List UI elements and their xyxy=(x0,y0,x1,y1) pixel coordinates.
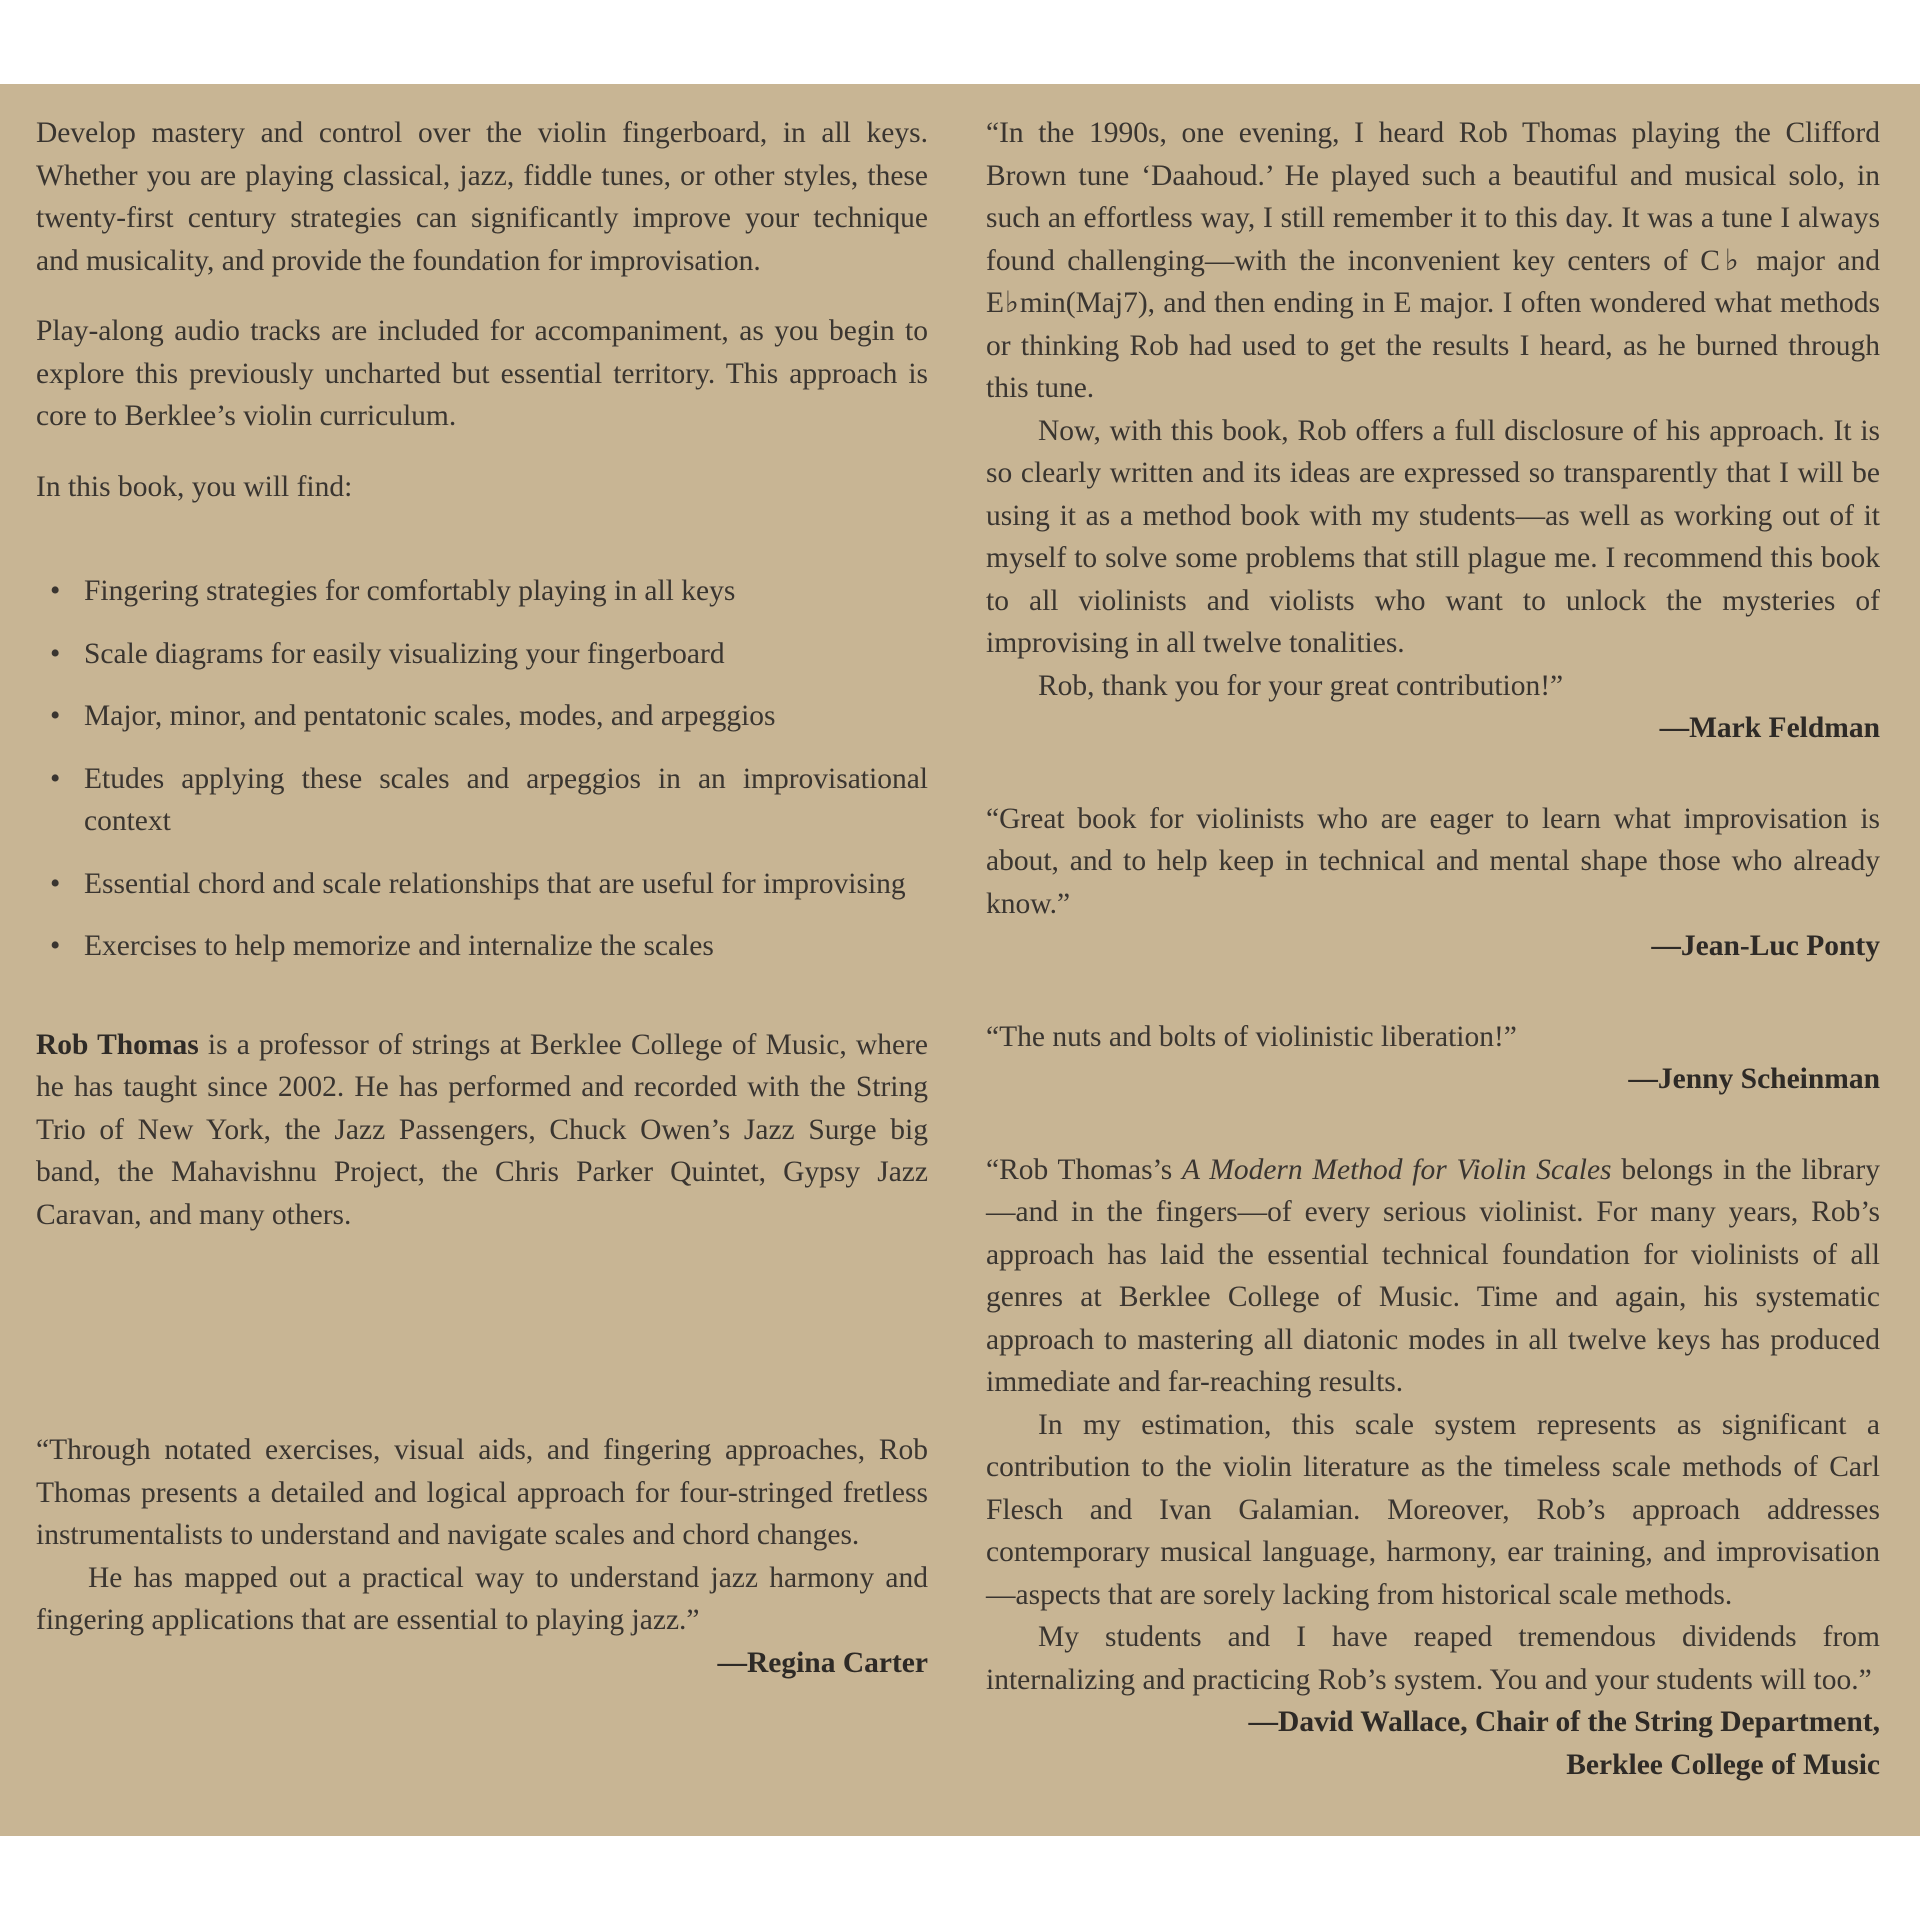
list-item: • Exercises to help memorize and internalize the scales xyxy=(36,925,928,968)
scheinman-quote: “The nuts and bolts of violinistic liberation!” xyxy=(986,1020,1517,1053)
feldman-quote-p1: “In the 1990s, one evening, I heard Rob Thomas playing the Clifford Brown tune ‘Daahoud.’ He played such a beautiful and musical solo, in such an effortless way, I still remember it to this day. It was a tune I always found challenging—with the inconvenient key centers of C♭ major and E♭min(Maj7), and then ending in E major. I often wondered what methods or thinking Rob had used to get the results I heard, as he burned through this tune. xyxy=(986,117,1880,404)
back-cover-panel xyxy=(0,84,1920,1836)
ponty-quote: “Great book for violinists who are eager to learn what improvisation is about, and to help keep in technical and mental shape those who already know.” xyxy=(986,802,1880,920)
scheinman-testimonial xyxy=(986,1016,1880,1101)
carter-quote-p2: He has mapped out a practical way to understand jazz harmony and fingering applications that are essential to playing jazz.” xyxy=(36,1561,928,1636)
wallace-quote-p1: “Rob Thomas’s A Modern Method for Violin Scales belongs in the library—and in the fingers—of every serious violinist. For many years, Rob’s approach has laid the essential technical foundation for violinists of all genres at Berklee College of Music. Time and again, his systematic approach to mastering all diatonic modes in all twelve keys has produced immediate and far-reaching results. xyxy=(986,1153,1881,1398)
feature-list xyxy=(36,570,928,968)
bullet-icon: • xyxy=(50,575,61,607)
list-item: • Etudes applying these scales and arpeggios in an improvisational context xyxy=(36,758,928,843)
author-bio xyxy=(36,1024,928,1237)
feldman-attribution: —Mark Feldman xyxy=(1659,712,1880,744)
wallace-attribution-line-1: —David Wallace, Chair of the String Department, xyxy=(1248,1706,1880,1738)
bullet-icon: • xyxy=(50,637,61,670)
feldman-testimonial xyxy=(986,112,1880,750)
intro-paragraph-2: Play-along audio tracks are included for accompaniment, as you begin to explore this previously uncharted but essential territory. This approach is core to Berklee’s violin curriculum. xyxy=(36,315,928,432)
bullet-icon: • xyxy=(50,930,61,962)
carter-quote-p1: “Through notated exercises, visual aids, and fingering approaches, Rob Thomas presents a detailed and logical approach for four-stringed fretless instrumentalists to understand and navigate scales and chord changes. xyxy=(36,1434,928,1551)
author-bio-text: is a professor of strings at Berklee College of Music, where he has taught since 2002. He has performed and recorded with the String Trio of New York, the Jazz Passengers, Chuck Owen’s Jazz Surge big band, the Mahavishnu Project, the Chris Parker Quintet, Gypsy Jazz Caravan, and many others. xyxy=(36,1028,928,1231)
wallace-testimonial xyxy=(986,1149,1880,1787)
bullet-icon: • xyxy=(50,867,61,900)
ponty-testimonial xyxy=(986,798,1880,968)
list-item: • Fingering strategies for comfortably playing in all keys xyxy=(36,570,928,613)
book-title: A Modern Method for Violin Scales xyxy=(1182,1153,1612,1186)
carter-attribution: —Regina Carter xyxy=(717,1646,928,1679)
carter-testimonial xyxy=(36,1429,928,1684)
right-column xyxy=(986,112,1880,1786)
list-item: • Scale diagrams for easily visualizing your fingerboard xyxy=(36,633,928,676)
scheinman-attribution: —Jenny Scheinman xyxy=(1628,1063,1880,1095)
left-column xyxy=(36,112,928,1236)
intro-paragraph-1: Develop mastery and control over the violin fingerboard, in all keys. Whether you are playing classical, jazz, fiddle tunes, or other styles, these twenty-first century strategies can significantly improve your technique and musicality, and provide the foundation for improvisation. xyxy=(36,117,928,277)
wallace-quote-p2: In my estimation, this scale system represents as significant a contribution to the violin literature as the timeless scale methods of Carl Flesch and Ivan Galamian. Moreover, Rob’s approach addresses contemporary musical language, harmony, ear training, and improvisation—aspects that are sorely lacking from historical scale methods. xyxy=(986,1408,1880,1611)
bullet-icon: • xyxy=(50,700,61,732)
feldman-quote-p3: Rob, thank you for your great contribution!” xyxy=(1038,669,1564,702)
intro-paragraph-3: In this book, you will find: xyxy=(36,470,353,503)
list-item: • Major, minor, and pentatonic scales, modes, and arpeggios xyxy=(36,695,928,738)
wallace-quote-p3: My students and I have reaped tremendous dividends from internalizing and practicing Rob’s system. You and your students will too.” xyxy=(986,1621,1880,1696)
ponty-attribution: —Jean-Luc Ponty xyxy=(1651,930,1880,962)
bullet-icon: • xyxy=(50,762,61,795)
feldman-quote-p2: Now, with this book, Rob offers a full disclosure of his approach. It is so clearly written and its ideas are expressed so transparently that I will be using it as a method book with my students—as well as working out of it myself to solve some problems that still plague me. I recommend this book to all violinists and violists who want to unlock the mysteries of improvising in all twelve tonalities. xyxy=(986,414,1880,659)
author-name: Rob Thomas xyxy=(36,1028,199,1061)
wallace-attribution-line-2: Berklee College of Music xyxy=(1566,1748,1880,1781)
list-item: • Essential chord and scale relationships that are useful for improvising xyxy=(36,863,928,906)
